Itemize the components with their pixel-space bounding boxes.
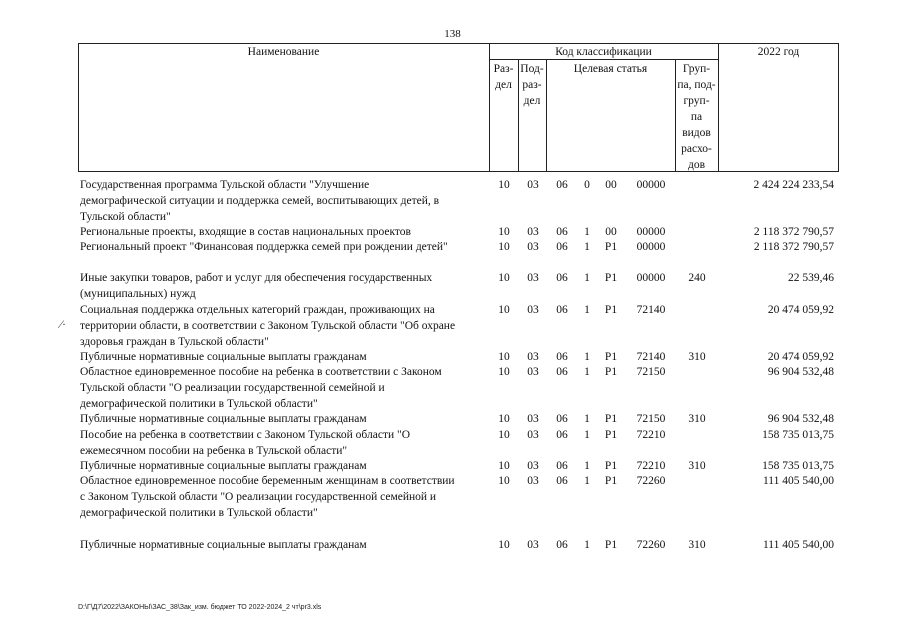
row-target-type: 1: [584, 475, 590, 487]
row-podrazdel: 03: [527, 539, 539, 551]
row-podrazdel: 03: [527, 304, 539, 316]
row-expense-type: 310: [688, 351, 706, 363]
row-target-main: P1: [604, 241, 618, 253]
row-target-type: 1: [584, 351, 590, 363]
row-target-type: 0: [584, 179, 590, 191]
row-razdel: 10: [498, 475, 510, 487]
row-target-type: 1: [584, 241, 590, 253]
row-target-main: P1: [604, 539, 618, 551]
row-name-line: здоровья граждан в Тульской области": [80, 336, 269, 348]
header-group-line: видов: [682, 127, 711, 139]
row-target-program: 06: [556, 179, 568, 191]
row-target-program: 06: [556, 241, 568, 253]
row-razdel: 10: [498, 226, 510, 238]
row-target-type: 1: [584, 539, 590, 551]
row-target-main: P1: [604, 475, 618, 487]
row-razdel: 10: [498, 539, 510, 551]
file-path-footer: D:\Г\Д7\2022\ЗАКОНЫ\ЗАС_38\Зак_изм. бюджет ТО 2022-2024_2 чт\pr3.xls: [78, 604, 322, 611]
row-target-program: 06: [556, 366, 568, 378]
row-target-type: 1: [584, 413, 590, 425]
row-razdel: 10: [498, 179, 510, 191]
row-name: [80, 270, 488, 302]
row-name-line: Тульской области "О реализации государственной семейной и: [80, 382, 385, 394]
header-group: [675, 61, 718, 173]
row-target-main: 00: [605, 179, 617, 191]
header-name: Наименование: [247, 46, 320, 58]
row-razdel: 10: [498, 460, 510, 472]
row-target-main: P1: [604, 304, 618, 316]
row-target-direction: 72150: [636, 413, 666, 425]
row-target-direction: 00000: [636, 179, 666, 191]
row-amount: 158 735 013,75: [762, 460, 834, 472]
header-subsection: [518, 61, 546, 109]
row-target-type: 1: [584, 226, 590, 238]
row-target-program: 06: [556, 539, 568, 551]
row-amount: 2 424 224 233,54: [753, 179, 834, 191]
row-razdel: 10: [498, 241, 510, 253]
row-target-type: 1: [584, 429, 590, 441]
row-name: [80, 537, 488, 553]
row-name-line: демографической политики в Тульской области": [80, 398, 318, 410]
row-podrazdel: 03: [527, 429, 539, 441]
margin-mark: ⁄·: [60, 317, 66, 331]
header-bottom-border: [78, 171, 839, 172]
header-group-line: па: [690, 111, 703, 123]
row-target-program: 06: [556, 413, 568, 425]
row-amount: 22 539,46: [788, 272, 834, 284]
row-razdel: 10: [498, 429, 510, 441]
row-name-line: Государственная программа Тульской области "Улучшение: [80, 179, 370, 191]
row-target-program: 06: [556, 460, 568, 472]
row-name: [80, 473, 488, 521]
header-right-border: [838, 43, 839, 172]
row-name-line: Публичные нормативные социальные выплаты гражданам: [80, 539, 367, 551]
row-name-line: ежемесячном пособии на ребенка в Тульской области": [80, 445, 348, 457]
header-target: Целевая статья: [573, 63, 648, 75]
row-target-program: 06: [556, 429, 568, 441]
row-razdel: 10: [498, 272, 510, 284]
header-section-line: дел: [495, 79, 512, 91]
row-name-line: Региональные проекты, входящие в состав национальных проектов: [80, 226, 411, 238]
row-target-main: P1: [604, 366, 618, 378]
header-subsection-line: раз-: [522, 79, 542, 91]
header-subsection-line: Под-: [520, 63, 544, 75]
row-name-line: демографической ситуации и поддержка семей, воспитывающих детей, в: [80, 195, 440, 207]
row-amount: 111 405 540,00: [762, 539, 834, 551]
row-target-program: 06: [556, 475, 568, 487]
row-amount: 2 118 372 790,57: [753, 241, 834, 253]
row-expense-type: 240: [688, 272, 706, 284]
row-amount: 111 405 540,00: [762, 475, 834, 487]
header-code: Код классификации: [555, 46, 652, 58]
row-name-line: Региональный проект "Финансовая поддержка семей при рождении детей": [80, 241, 448, 253]
row-target-direction: 72210: [636, 460, 666, 472]
row-target-direction: 00000: [636, 272, 666, 284]
header-section: [489, 61, 518, 93]
row-name-line: Социальная поддержка отдельных категорий граждан, проживающих на: [80, 304, 435, 316]
row-name-line: территории области, в соответствии с Законом Тульской области "Об охране: [80, 320, 456, 332]
row-podrazdel: 03: [527, 179, 539, 191]
row-name: [80, 239, 488, 255]
row-target-main: P1: [604, 429, 618, 441]
row-name-line: Областное единовременное пособие беременным женщинам в соответствии: [80, 475, 455, 487]
row-razdel: 10: [498, 351, 510, 363]
row-target-direction: 00000: [636, 226, 666, 238]
row-podrazdel: 03: [527, 366, 539, 378]
row-target-direction: 72140: [636, 304, 666, 316]
header-divider: [718, 43, 719, 172]
row-amount: 158 735 013,75: [762, 429, 834, 441]
row-target-direction: 72260: [636, 475, 666, 487]
row-amount: 20 474 059,92: [767, 351, 834, 363]
header-group-line: Груп-: [682, 63, 711, 75]
row-razdel: 10: [498, 304, 510, 316]
row-name-line: Пособие на ребенка в соответствии с Законом Тульской области "О: [80, 429, 410, 441]
row-name-line: Публичные нормативные социальные выплаты гражданам: [80, 413, 367, 425]
row-name: [80, 224, 488, 240]
header-group-line: груп-: [683, 95, 710, 107]
row-name: [80, 411, 488, 427]
row-name-line: Публичные нормативные социальные выплаты гражданам: [80, 351, 367, 363]
row-expense-type: 310: [688, 460, 706, 472]
row-name: [80, 458, 488, 474]
row-target-main: P1: [604, 351, 618, 363]
row-target-type: 1: [584, 460, 590, 472]
header-group-line: расхо-: [681, 143, 712, 155]
row-amount: 2 118 372 790,57: [753, 226, 834, 238]
row-target-main: P1: [604, 413, 618, 425]
row-target-main: P1: [604, 460, 618, 472]
row-name-line: с Законом Тульской области "О реализации государственной семейной и: [80, 491, 437, 503]
page-number: 138: [444, 28, 461, 40]
row-target-direction: 00000: [636, 241, 666, 253]
row-name: [80, 177, 488, 225]
row-target-program: 06: [556, 304, 568, 316]
header-group-line: па, под-: [677, 79, 716, 91]
header-left-border: [78, 43, 79, 172]
row-podrazdel: 03: [527, 475, 539, 487]
row-target-main: P1: [604, 272, 618, 284]
row-target-program: 06: [556, 272, 568, 284]
header-subsection-line: дел: [523, 95, 541, 107]
row-name-line: (муниципальных) нужд: [80, 288, 196, 300]
row-target-type: 1: [584, 304, 590, 316]
row-target-type: 1: [584, 272, 590, 284]
row-razdel: 10: [498, 366, 510, 378]
row-target-program: 06: [556, 351, 568, 363]
row-name-line: Областное единовременное пособие на ребенка в соответствии с Законом: [80, 366, 442, 378]
row-target-direction: 72260: [636, 539, 666, 551]
row-podrazdel: 03: [527, 241, 539, 253]
row-podrazdel: 03: [527, 460, 539, 472]
header-section-line: Раз-: [493, 63, 514, 75]
row-target-main: 00: [605, 226, 617, 238]
row-podrazdel: 03: [527, 351, 539, 363]
row-podrazdel: 03: [527, 226, 539, 238]
row-expense-type: 310: [688, 413, 706, 425]
row-name-line: демографической политики в Тульской области": [80, 507, 318, 519]
row-razdel: 10: [498, 413, 510, 425]
header-group-line: дов: [687, 159, 706, 171]
row-amount: 20 474 059,92: [767, 304, 834, 316]
header-year: 2022 год: [757, 46, 800, 58]
row-name: [80, 349, 488, 365]
row-amount: 96 904 532,48: [767, 413, 834, 425]
row-podrazdel: 03: [527, 413, 539, 425]
row-name: [80, 364, 488, 412]
row-podrazdel: 03: [527, 272, 539, 284]
row-name: [80, 427, 488, 459]
row-target-direction: 72150: [636, 366, 666, 378]
row-name-line: Иные закупки товаров, работ и услуг для обеспечения государственных: [80, 272, 433, 284]
table-header: [78, 43, 839, 171]
row-target-direction: 72210: [636, 429, 666, 441]
row-target-type: 1: [584, 366, 590, 378]
row-name-line: Тульской области": [80, 211, 171, 223]
row-expense-type: 310: [688, 539, 706, 551]
row-amount: 96 904 532,48: [767, 366, 834, 378]
row-target-program: 06: [556, 226, 568, 238]
row-name-line: Публичные нормативные социальные выплаты гражданам: [80, 460, 367, 472]
row-target-direction: 72140: [636, 351, 666, 363]
row-name: [80, 302, 488, 350]
